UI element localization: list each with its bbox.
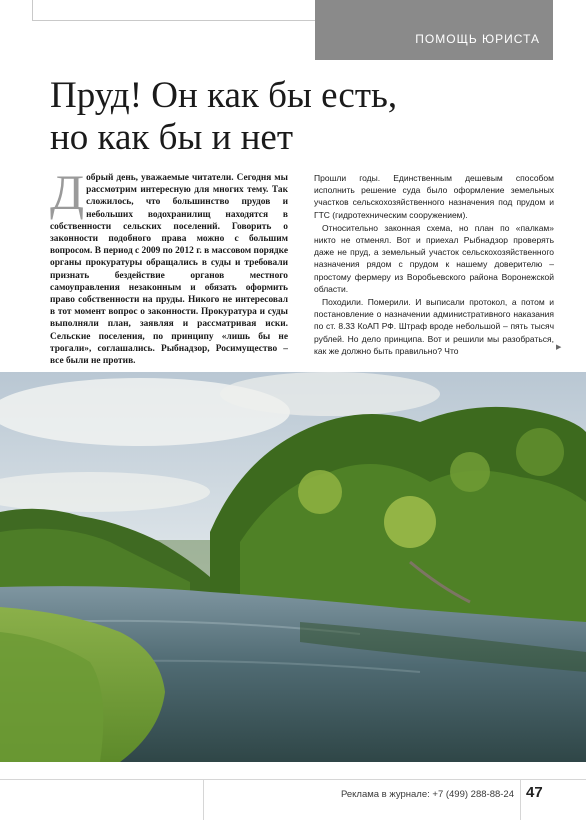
section-tab xyxy=(315,0,553,60)
body-paragraph-3: Походили. Померили. И выписали протокол, а потом и постановление о назначении административного наказания по ст. 8.33 КоАП РФ. Штраф вроде небольшой – пять тысяч рублей. Но дело принципа. Вот и решили мы разобраться, как же должно быть правильно? Что xyxy=(314,297,554,356)
footer-divider-left xyxy=(203,779,204,820)
page-number: 47 xyxy=(526,784,543,801)
headline-line-1: Пруд! Он как бы есть, xyxy=(50,75,398,116)
top-rule-left xyxy=(32,0,33,20)
lead-column xyxy=(50,164,288,367)
section-label: ПОМОЩЬ ЮРИСТА xyxy=(415,32,540,46)
body-paragraph-1: Прошли годы. Единственным дешевым способом исполнить решение суда было оформление земельных участков сельскохозяйственного назначения под прудом и ГТС (гидротехническим сооружением). xyxy=(314,173,554,220)
footer-divider-right xyxy=(520,779,521,820)
drop-cap: Д xyxy=(50,164,85,220)
river-photo xyxy=(0,372,586,762)
body-column xyxy=(314,172,554,358)
lead-paragraph: обрый день, уважаемые читатели. Сегодня мы рассмотрим интересную для многих тему. Так сложилось, что большинство прудов и небольших водохранилищ находятся в собственности сельских поселений. Говорить о законности подобного права можно с большим вопросом. В период с 2009 по 2012 г. в массовом порядке органы прокуратуры обращались в суды и требовали признать бездействие органов местного самоуправления незаконным и обязать оформить право собственности на пруды. Никого не интересовал в тот момент вопрос о законности. Прокуратура и суды выполняли план, заявляя и рассматривая иски. Сельские поселения, по принципу «лишь бы не трогали», соглашались. Рыбнадзор, Росимущество – все были не против. xyxy=(50,173,288,367)
article-headline xyxy=(50,75,530,159)
body-paragraph-2: Относительно законная схема, но план по «палкам» никто не отменял. Вот и приехал Рыбнадзор проверять даже не пруд, а земельный участок сельскохозяйственного назначения рядом с прудом к нашему доверителю – простому фермеру из Воробьевского района Воронежской области. xyxy=(314,222,554,294)
top-rule xyxy=(32,20,315,21)
headline-line-2: но как бы и нет xyxy=(50,117,293,158)
footer-rule xyxy=(0,779,586,780)
footer-ad-text: Реклама в журнале: +7 (499) 288-88-24 xyxy=(340,789,514,800)
triangle-right-icon: ▶ xyxy=(556,343,562,351)
